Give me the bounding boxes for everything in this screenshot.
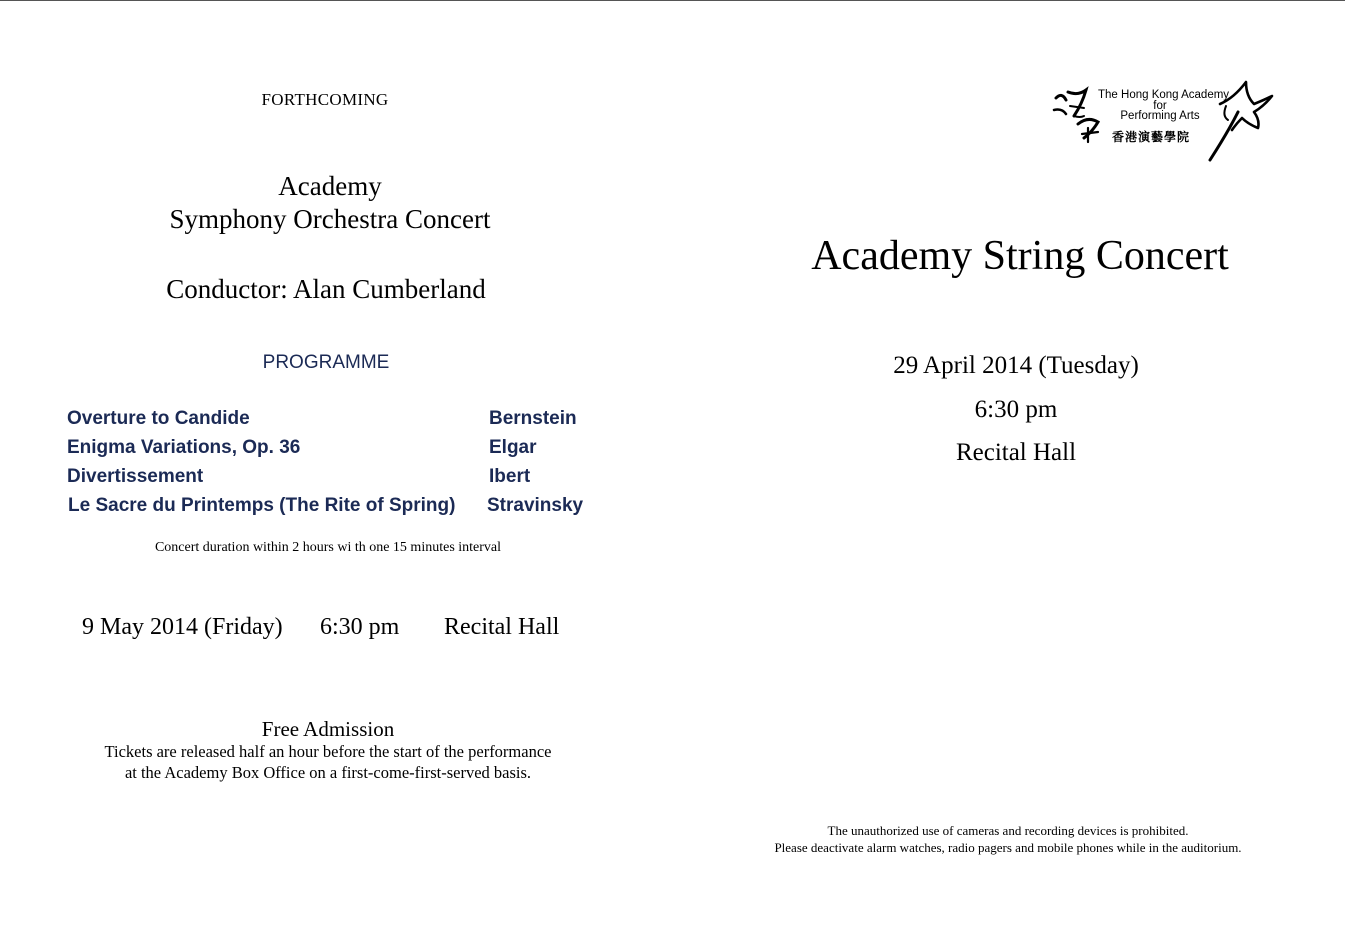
title-line-2: Symphony Orchestra Concert [169,204,491,234]
composer: Stravinsky [487,495,584,516]
programme-heading: PROGRAMME [262,352,390,373]
work-title: Divertissement [67,466,204,487]
programme-list [67,408,627,524]
ticket-info [60,741,596,783]
ticket-info-line-2: at the Academy Box Office on a first-come-first-served basis. [124,763,532,782]
programme-item [67,495,627,524]
concert-title: Academy String Concert [811,233,1229,279]
concert-time: 6:30 pm [974,396,1058,423]
work-title: Enigma Variations, Op. 36 [67,437,301,458]
logo-english-name: The Hong Kong Academy for Performing Arts [1098,89,1230,122]
composer: Bernstein [489,408,577,429]
work-title: Le Sacre du Printemps (The Rite of Spring) [68,495,456,516]
notice-line-2: Please deactivate alarm watches, radio pagers and mobile phones while in the auditorium. [774,839,1242,855]
programme-item [67,466,627,495]
academy-logo [1048,76,1278,162]
free-admission: Free Admission [261,717,395,741]
forthcoming-date: 9 May 2014 (Friday) [82,614,283,640]
programme-item [67,437,627,466]
ticket-info-line-1: Tickets are released half an hour before the start of the performance [104,742,552,761]
concert-venue: Recital Hall [955,439,1077,466]
programme-item [67,408,627,437]
composer: Ibert [489,466,531,487]
concert-duration: Concert duration within 2 hours wi th one 15 minutes interval [154,540,502,555]
composer: Elgar [489,437,537,458]
title-line-1: Academy [278,171,382,201]
top-border [0,0,1345,1]
conductor: Conductor: Alan Cumberland [166,274,486,304]
logo-chinese-name: 香港演藝學院 [1112,130,1191,144]
concert-date: 29 April 2014 (Tuesday) [893,352,1139,379]
work-title: Overture to Candide [67,408,250,429]
audience-notice [708,823,1308,856]
forthcoming-label: FORTHCOMING [261,90,389,109]
forthcoming-venue: Recital Hall [444,614,560,640]
notice-line-1: The unauthorized use of cameras and recording devices is prohibited. [827,823,1189,838]
forthcoming-concert-title [80,170,580,236]
forthcoming-time: 6:30 pm [320,614,400,640]
